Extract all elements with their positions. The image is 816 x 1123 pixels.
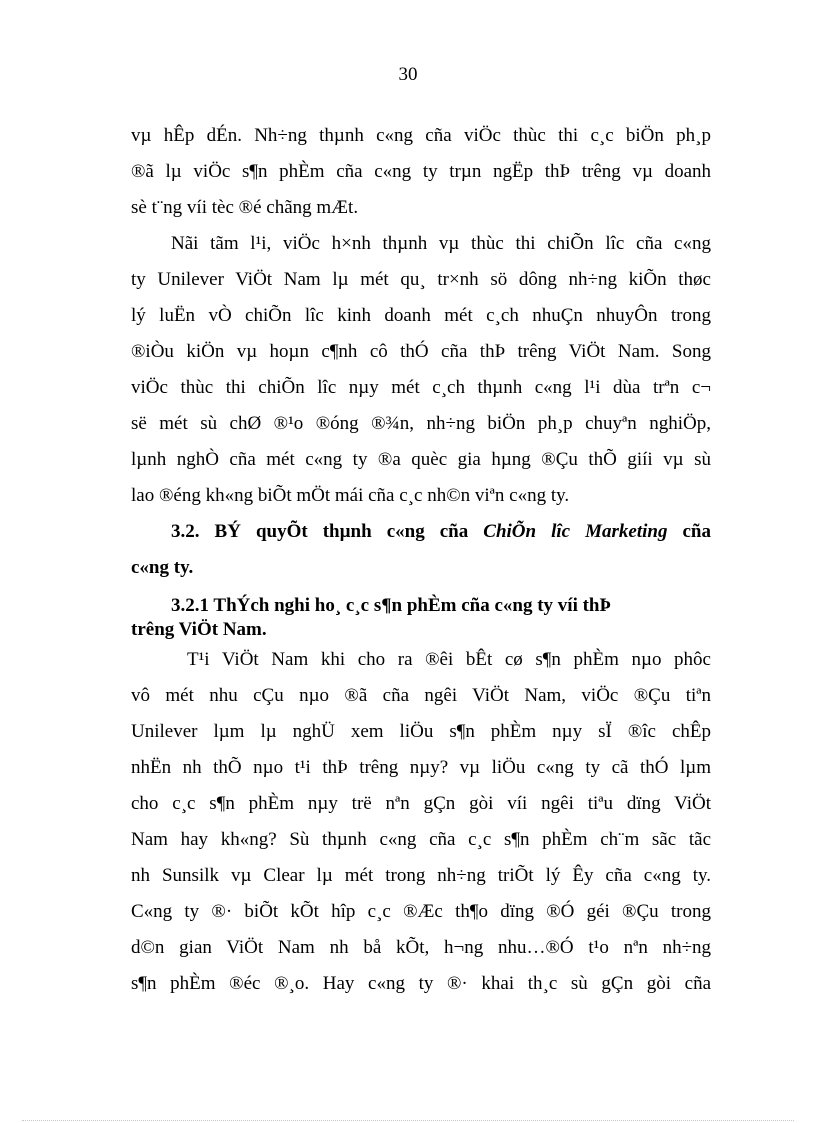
heading-line: c«ng ty. — [131, 557, 194, 578]
page-number: 30 — [398, 64, 418, 85]
text-line: T¹i ViÖt Nam khi cho ra ®êi bÊt cø s¶n phÈm nµo phôc — [187, 649, 711, 670]
text-line: së mét sù chØ ®¹o ®óng ®¾n, nh÷ng biÖn ph¸p chuyªn nghiÖp, — [131, 413, 711, 434]
text-line: Nam hay kh«ng? Sù thµnh c«ng cña c¸c s¶n phÈm ch¨m sãc tãc — [131, 829, 711, 850]
subsection-heading-3-2-1 — [131, 594, 711, 642]
heading-text: cña — [667, 521, 711, 542]
text-line: Unilever lµm lµ nghÜ xem liÖu s¶n phÈm nµy sÏ ®îc chÊp — [131, 721, 711, 742]
section-heading-3-2 — [131, 514, 711, 586]
document-body — [131, 118, 711, 1002]
text-line: Nãi tãm l¹i, viÖc h×nh thµnh vµ thùc thi chiÕn lîc cña c«ng — [171, 233, 711, 254]
text-line: sè t¨ng víi tèc ®é chãng mÆt. — [131, 197, 359, 218]
heading-line: 3.2.1 ThÝch nghi ho¸ c¸c s¶n phÈm cña c«ng ty víi thÞ — [171, 595, 612, 616]
text-line: lao ®éng kh«ng biÕt mÖt mái cña c¸c nh©n viªn c«ng ty. — [131, 485, 570, 506]
heading-text: 3.2. BÝ quyÕt thµnh c«ng cña — [171, 521, 484, 542]
text-line: viÖc thùc thi chiÕn lîc nµy mét c¸ch thµnh c«ng l¹i dùa trªn c¬ — [131, 377, 711, 398]
text-line: vµ hÊp dÉn. Nh÷ng thµnh c«ng cña viÖc thùc thi c¸c biÖn ph¸p — [131, 125, 711, 146]
heading-line — [131, 514, 711, 550]
paragraph-2 — [131, 226, 711, 514]
text-line: ty Unilever ViÖt Nam lµ mét qu¸ tr×nh sö dông nh÷ng kiÕn thøc — [131, 269, 711, 290]
text-line: s¶n phÈm ®éc ®¸o. Hay c«ng ty ®· khai th¸c sù gÇn gòi cña — [131, 973, 711, 994]
text-line: cho c¸c s¶n phÈm nµy trë nªn gÇn gòi víi ngêi tiªu dïng ViÖt — [131, 793, 711, 814]
text-line: vô mét nhu cÇu nµo ®ã cña ngêi ViÖt Nam, viÖc ®Çu tiªn — [131, 685, 711, 706]
text-line: nhËn nh thÕ nµo t¹i thÞ trêng nµy? vµ liÖu c«ng ty cã thÓ lµm — [131, 757, 711, 778]
text-line: C«ng ty ®· biÕt kÕt hîp c¸c ®Æc th¶o dïng ®Ó géi ®Çu trong — [131, 901, 711, 922]
text-line: d©n gian ViÖt Nam nh bå kÕt, h¬ng nhu…®Ó t¹o nªn nh÷ng — [131, 937, 711, 958]
paragraph-1 — [131, 118, 711, 226]
text-line: ®ã lµ viÖc s¶n phÈm cña c«ng ty trµn ngËp thÞ trêng vµ doanh — [131, 161, 711, 182]
text-line: lý luËn vÒ chiÕn lîc kinh doanh mét c¸ch nhuÇn nhuyÔn trong — [131, 305, 711, 326]
paragraph-3 — [131, 642, 711, 1002]
page-bottom-divider — [22, 1120, 794, 1121]
heading-italic-text: ChiÕn lîc Marketing — [483, 521, 668, 542]
heading-line: trêng ViÖt Nam. — [131, 619, 267, 640]
text-line: lµnh nghÒ cña mét c«ng ty ®a quèc gia hµng ®Çu thÕ giíi vµ sù — [131, 449, 711, 470]
text-line: nh Sunsilk vµ Clear lµ mét trong nh÷ng triÕt lý Êy cña c«ng ty. — [131, 865, 711, 886]
text-line: ®iÒu kiÖn vµ hoµn c¶nh cô thÓ cña thÞ trêng ViÖt Nam. Song — [131, 341, 711, 362]
